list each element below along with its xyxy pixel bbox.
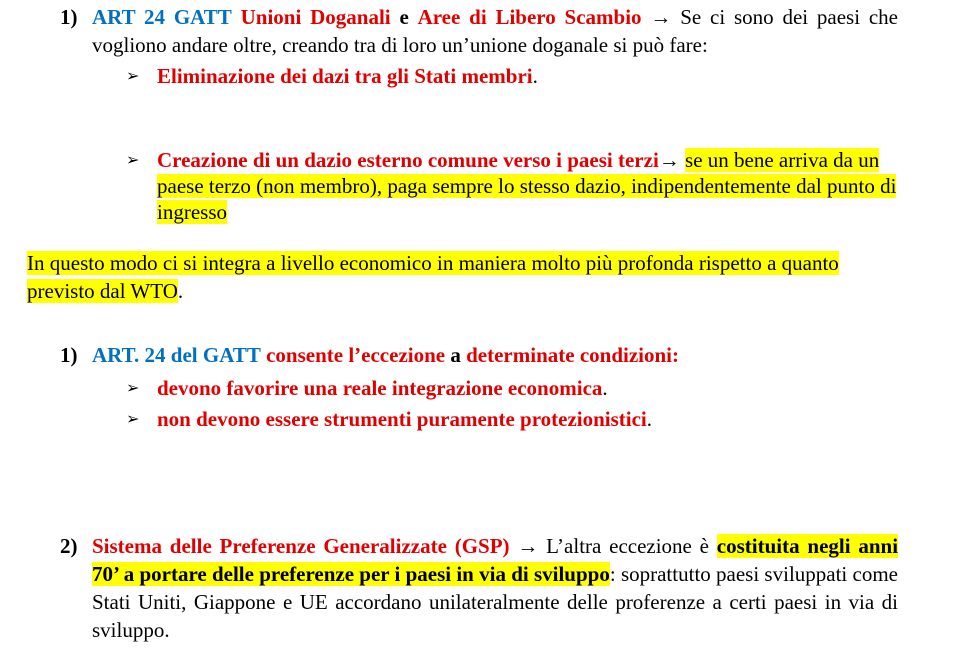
punctuation: . [532,64,538,88]
art-label: ART 24 GATT [92,5,232,29]
list-number: 1) [60,5,78,29]
paragraph-text: : soprattutto paesi sviluppati come Stati Uniti, Giappone e UE accordano unilateralmente delle proferenze a certi paesi in via di sviluppo. [92,562,898,642]
punctuation: . [646,407,653,431]
list-number: 1) [60,343,78,367]
unioni-doganali-label: Unioni Doganali [240,5,391,29]
conditions-label: determinate condizioni: [466,343,679,367]
arrow-icon: → [650,5,672,29]
list-number: 2) [60,534,78,558]
highlighted-text: In questo modo ci si integra a livello economico in maniera molto più profonda rispetto a quanto previsto dal WTO [27,251,839,303]
consente-label: consente l’eccezione [266,343,446,367]
bullet-item [157,374,917,402]
punctuation: . [177,279,184,303]
bullet-arrow-icon: ➢ [126,411,140,428]
bullet-item [157,147,907,225]
bullet-item [157,405,917,433]
paragraph-text: Se ci sono dei paesi che vogliono andare oltre, creando tra di loro un’unione doganale si può fare: [92,5,898,57]
arrow-icon: → [658,148,680,172]
bullet-arrow-icon: ➢ [126,152,140,169]
bullet-text: devono favorire una reale integrazione economica [157,376,603,400]
art24-conditions-heading [92,341,912,369]
punctuation: . [602,376,608,400]
highlighted-text: se un bene arriva da un paese terzo (non membro), paga sempre lo stesso dazio, indipendentemente dal punto di ingresso [157,148,897,224]
bullet-arrow-icon: ➢ [126,380,140,397]
aree-libero-scambio-label: Aree di Libero Scambio [417,5,642,29]
paragraph-text: L’altra eccezione è [546,534,709,558]
gsp-label: Sistema delle Preferenze Generalizzate (GSP) [92,534,510,558]
art24-gatt-paragraph [92,3,898,59]
gsp-paragraph [92,532,898,644]
preposition-a: a [450,343,461,367]
bullet-text: non devono essere strumenti puramente protezionistici [157,407,647,431]
bullet-arrow-icon: ➢ [126,68,140,85]
conjunction-e: e [399,5,409,29]
integration-paragraph [27,249,877,305]
bullet-text: Creazione di un dazio esterno comune verso i paesi terzi [157,148,659,172]
art-label: ART. 24 del GATT [92,343,261,367]
bullet-text: Eliminazione dei dazi tra gli Stati membri [157,64,533,88]
arrow-icon: → [517,534,539,558]
bullet-item [157,62,917,90]
highlighted-text: costituita negli anni 70’ a portare delle preferenze per i paesi in via di sviluppo [92,534,899,586]
